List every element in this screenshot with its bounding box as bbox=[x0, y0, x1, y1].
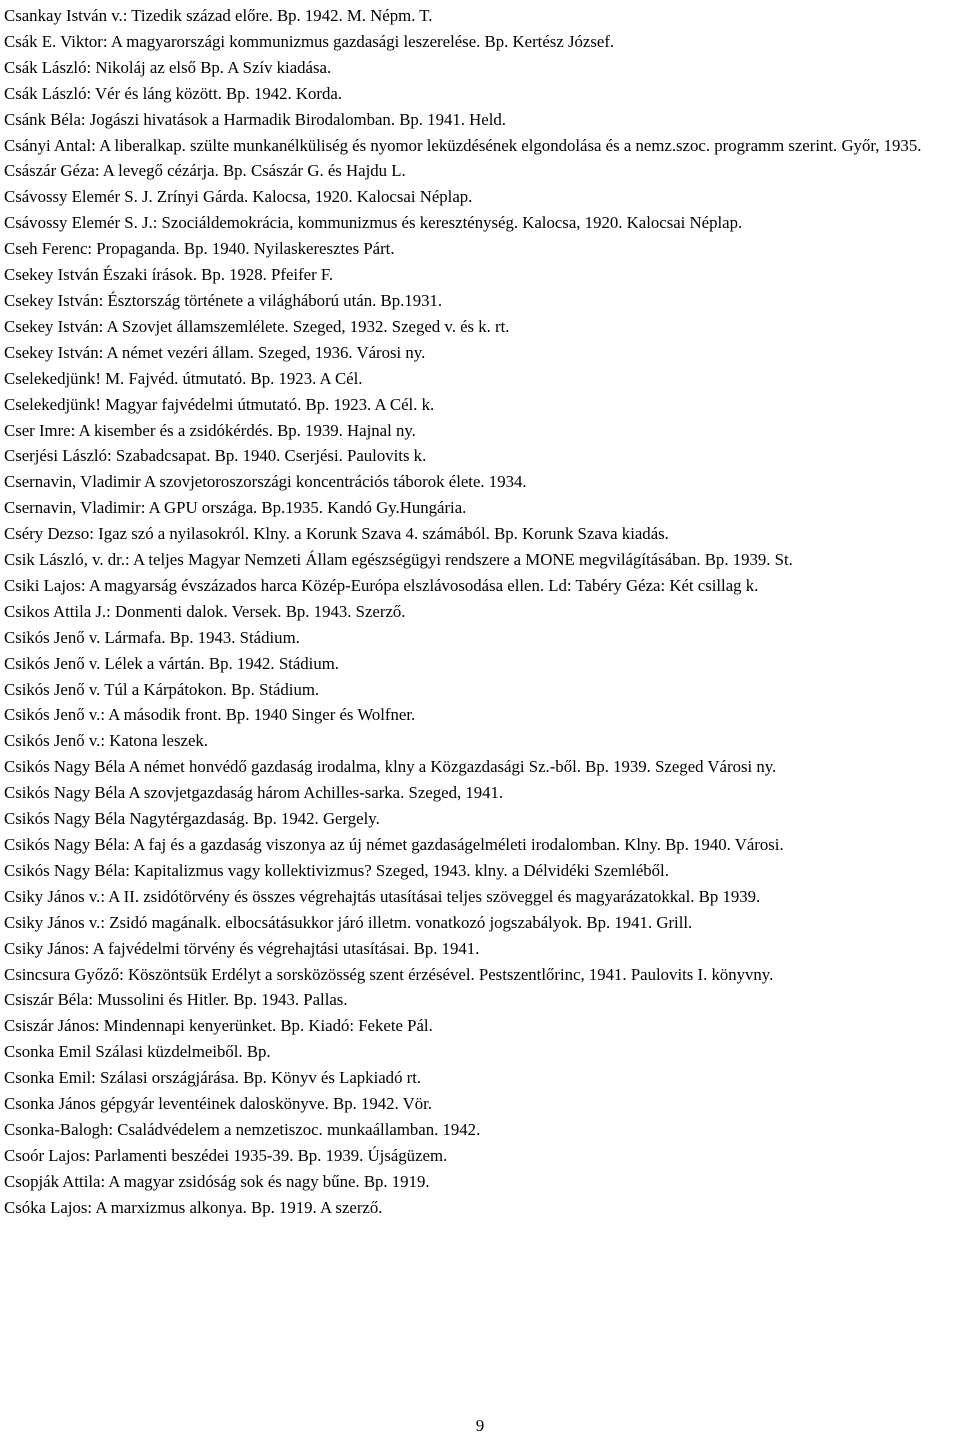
bibliography-entry: Csák László: Nikoláj az első Bp. A Szív kiadása. bbox=[4, 57, 332, 77]
bibliography-entry: Csankay István v.: Tizedik század előre. Bp. 1942. M. Népm. T. bbox=[4, 6, 433, 25]
bibliography-entry: Cseh Ferenc: Propaganda. Bp. 1940. Nyilaskeresztes Párt. bbox=[4, 239, 395, 259]
bibliography-entry: Csiszár Béla: Mussolini és Hitler. Bp. 1943. Pallas. bbox=[4, 990, 348, 1010]
bibliography-entry: Csikós Nagy Béla: A faj és a gazdaság viszonya az új német gazdaságelméleti irodalomban. Klny. Bp. 1940. Városi. bbox=[4, 835, 784, 854]
bibliography-entry: Csikós Nagy Béla Nagytérgazdaság. Bp. 1942. Gergely. bbox=[4, 809, 380, 829]
bibliography-entry: Csánk Béla: Jogászi hivatások a Harmadik Birodalomban. Bp. 1941. Held. bbox=[4, 109, 506, 129]
page-number: 9 bbox=[475, 1416, 485, 1435]
bibliography-entry: Cselekedjünk! M. Fajvéd. útmutató. Bp. 1923. A Cél. bbox=[4, 368, 363, 388]
bibliography-entry: Csekey István Északi írások. Bp. 1928. Pfeifer F. bbox=[4, 265, 334, 285]
bibliography-entry: Csák E. Viktor: A magyarországi kommunizmus gazdasági leszerelése. Bp. Kertész József. bbox=[4, 31, 615, 51]
bibliography-entry: Csikós Jenő v. Lármafa. Bp. 1943. Stádium. bbox=[4, 627, 300, 647]
bibliography-entry: Csányi Antal: A liberalkap. szülte munkanélküliség és nyomor leküzdésének elgondolása és a nemz.szoc. programm szerint. Győr, 1935. bbox=[4, 135, 922, 155]
bibliography-entry: Csiky János: A fajvédelmi törvény és végrehajtási utasításai. Bp. 1941. bbox=[4, 938, 480, 958]
bibliography-list bbox=[4, 3, 957, 1221]
bibliography-entry: Csiky János v.: A II. zsidótörvény és összes végrehajtás utasításai teljes szöveggel és magyarázatokkal. Bp 1939. bbox=[4, 886, 761, 906]
bibliography-entry: Csopják Attila: A magyar zsidóság sok és nagy bűne. Bp. 1919. bbox=[4, 1171, 430, 1191]
bibliography-entry: Csonka János gépgyár leventéinek daloskönyve. Bp. 1942. Vör. bbox=[4, 1094, 433, 1114]
bibliography-entry: Csávossy Elemér S. J.: Szociáldemokrácia, kommunizmus és kereszténység. Kalocsa, 1920. Kalocsai Néplap. bbox=[4, 213, 743, 233]
bibliography-entry: Csikós Nagy Béla: Kapitalizmus vagy kollektivizmus? Szeged, 1943. klny. a Délvidéki Szemléből. bbox=[4, 860, 669, 880]
bibliography-entry: Csonka Emil Szálasi küzdelmeiből. Bp. bbox=[4, 1042, 271, 1062]
bibliography-entry: Csiszár János: Mindennapi kenyerünket. Bp. Kiadó: Fekete Pál. bbox=[4, 1016, 433, 1036]
bibliography-entry: Csikós Nagy Béla A német honvédő gazdaság irodalma, klny a Közgazdasági Sz.-ből. Bp. 1939. Szeged Városi ny. bbox=[4, 757, 777, 777]
bibliography-entry: Csikós Jenő v. Lélek a vártán. Bp. 1942. Stádium. bbox=[4, 653, 339, 673]
bibliography-entry: Csonka Emil: Szálasi országjárása. Bp. Könyv és Lapkiadó rt. bbox=[4, 1068, 422, 1088]
bibliography-entry: Csikós Nagy Béla A szovjetgazdaság három Achilles-sarka. Szeged, 1941. bbox=[4, 783, 504, 803]
bibliography-entry: Csák László: Vér és láng között. Bp. 1942. Korda. bbox=[4, 83, 343, 103]
bibliography-entry: Csikos Attila J.: Donmenti dalok. Versek. Bp. 1943. Szerző. bbox=[4, 601, 406, 621]
bibliography-entry: Csóka Lajos: A marxizmus alkonya. Bp. 1919. A szerző. bbox=[4, 1197, 383, 1217]
bibliography-entry: Csikós Jenő v.: A második front. Bp. 1940 Singer és Wolfner. bbox=[4, 705, 416, 725]
bibliography-entry: Csávossy Elemér S. J. Zrínyi Gárda. Kalocsa, 1920. Kalocsai Néplap. bbox=[4, 187, 473, 207]
bibliography-entry: Csik László, v. dr.: A teljes Magyar Nemzeti Állam egészségügyi rendszere a MONE megvilágításában. Bp. 1939. St. bbox=[4, 550, 793, 570]
bibliography-entry: Cserjési László: Szabadcsapat. Bp. 1940. Cserjési. Paulovits k. bbox=[4, 446, 427, 466]
bibliography-entry: Cselekedjünk! Magyar fajvédelmi útmutató. Bp. 1923. A Cél. k. bbox=[4, 394, 435, 414]
bibliography-entry: Csekey István: A Szovjet államszemlélete. Szeged, 1932. Szeged v. és k. rt. bbox=[4, 316, 510, 336]
bibliography-entry: Csikós Jenő v.: Katona leszek. bbox=[4, 731, 208, 751]
bibliography-entry: Csekey István: Észtország története a világháború után. Bp.1931. bbox=[4, 290, 443, 310]
bibliography-entry: Csekey István: A német vezéri állam. Szeged, 1936. Városi ny. bbox=[4, 342, 426, 362]
bibliography-entry: Cséry Dezso: Igaz szó a nyilasokról. Klny. a Korunk Szava 4. számából. Bp. Korunk Szava kiadás. bbox=[4, 524, 669, 544]
bibliography-entry: Cser Imre: A kisember és a zsidókérdés. Bp. 1939. Hajnal ny. bbox=[4, 420, 416, 440]
bibliography-entry: Csernavin, Vladimir A szovjetoroszországi koncentrációs táborok élete. 1934. bbox=[4, 472, 527, 492]
bibliography-entry: Csincsura Győző: Köszöntsük Erdélyt a sorsközösség szent érzésével. Pestszentlőrinc, 1941. Paulovits I. könyvny. bbox=[4, 964, 774, 984]
bibliography-entry: Csiki Lajos: A magyarság évszázados harca Közép-Európa elszlávosodása ellen. Ld: Tabéry Géza: Két csillag k. bbox=[4, 575, 759, 595]
bibliography-entry: Csoór Lajos: Parlamenti beszédei 1935-39. Bp. 1939. Újságüzem. bbox=[4, 1145, 448, 1165]
bibliography-entry: Csiky János v.: Zsidó magánalk. elbocsátásukkor járó illetm. vonatkozó jogszabályok. Bp. 1941. Grill. bbox=[4, 912, 693, 932]
bibliography-entry: Csernavin, Vladimir: A GPU országa. Bp.1935. Kandó Gy.Hungária. bbox=[4, 498, 467, 518]
bibliography-entry: Csikós Jenő v. Túl a Kárpátokon. Bp. Stádium. bbox=[4, 679, 320, 699]
bibliography-entry: Csonka-Balogh: Családvédelem a nemzetiszoc. munkaállamban. 1942. bbox=[4, 1119, 481, 1139]
bibliography-entry: Császár Géza: A levegő cézárja. Bp. Császár G. és Hajdu L. bbox=[4, 161, 406, 181]
